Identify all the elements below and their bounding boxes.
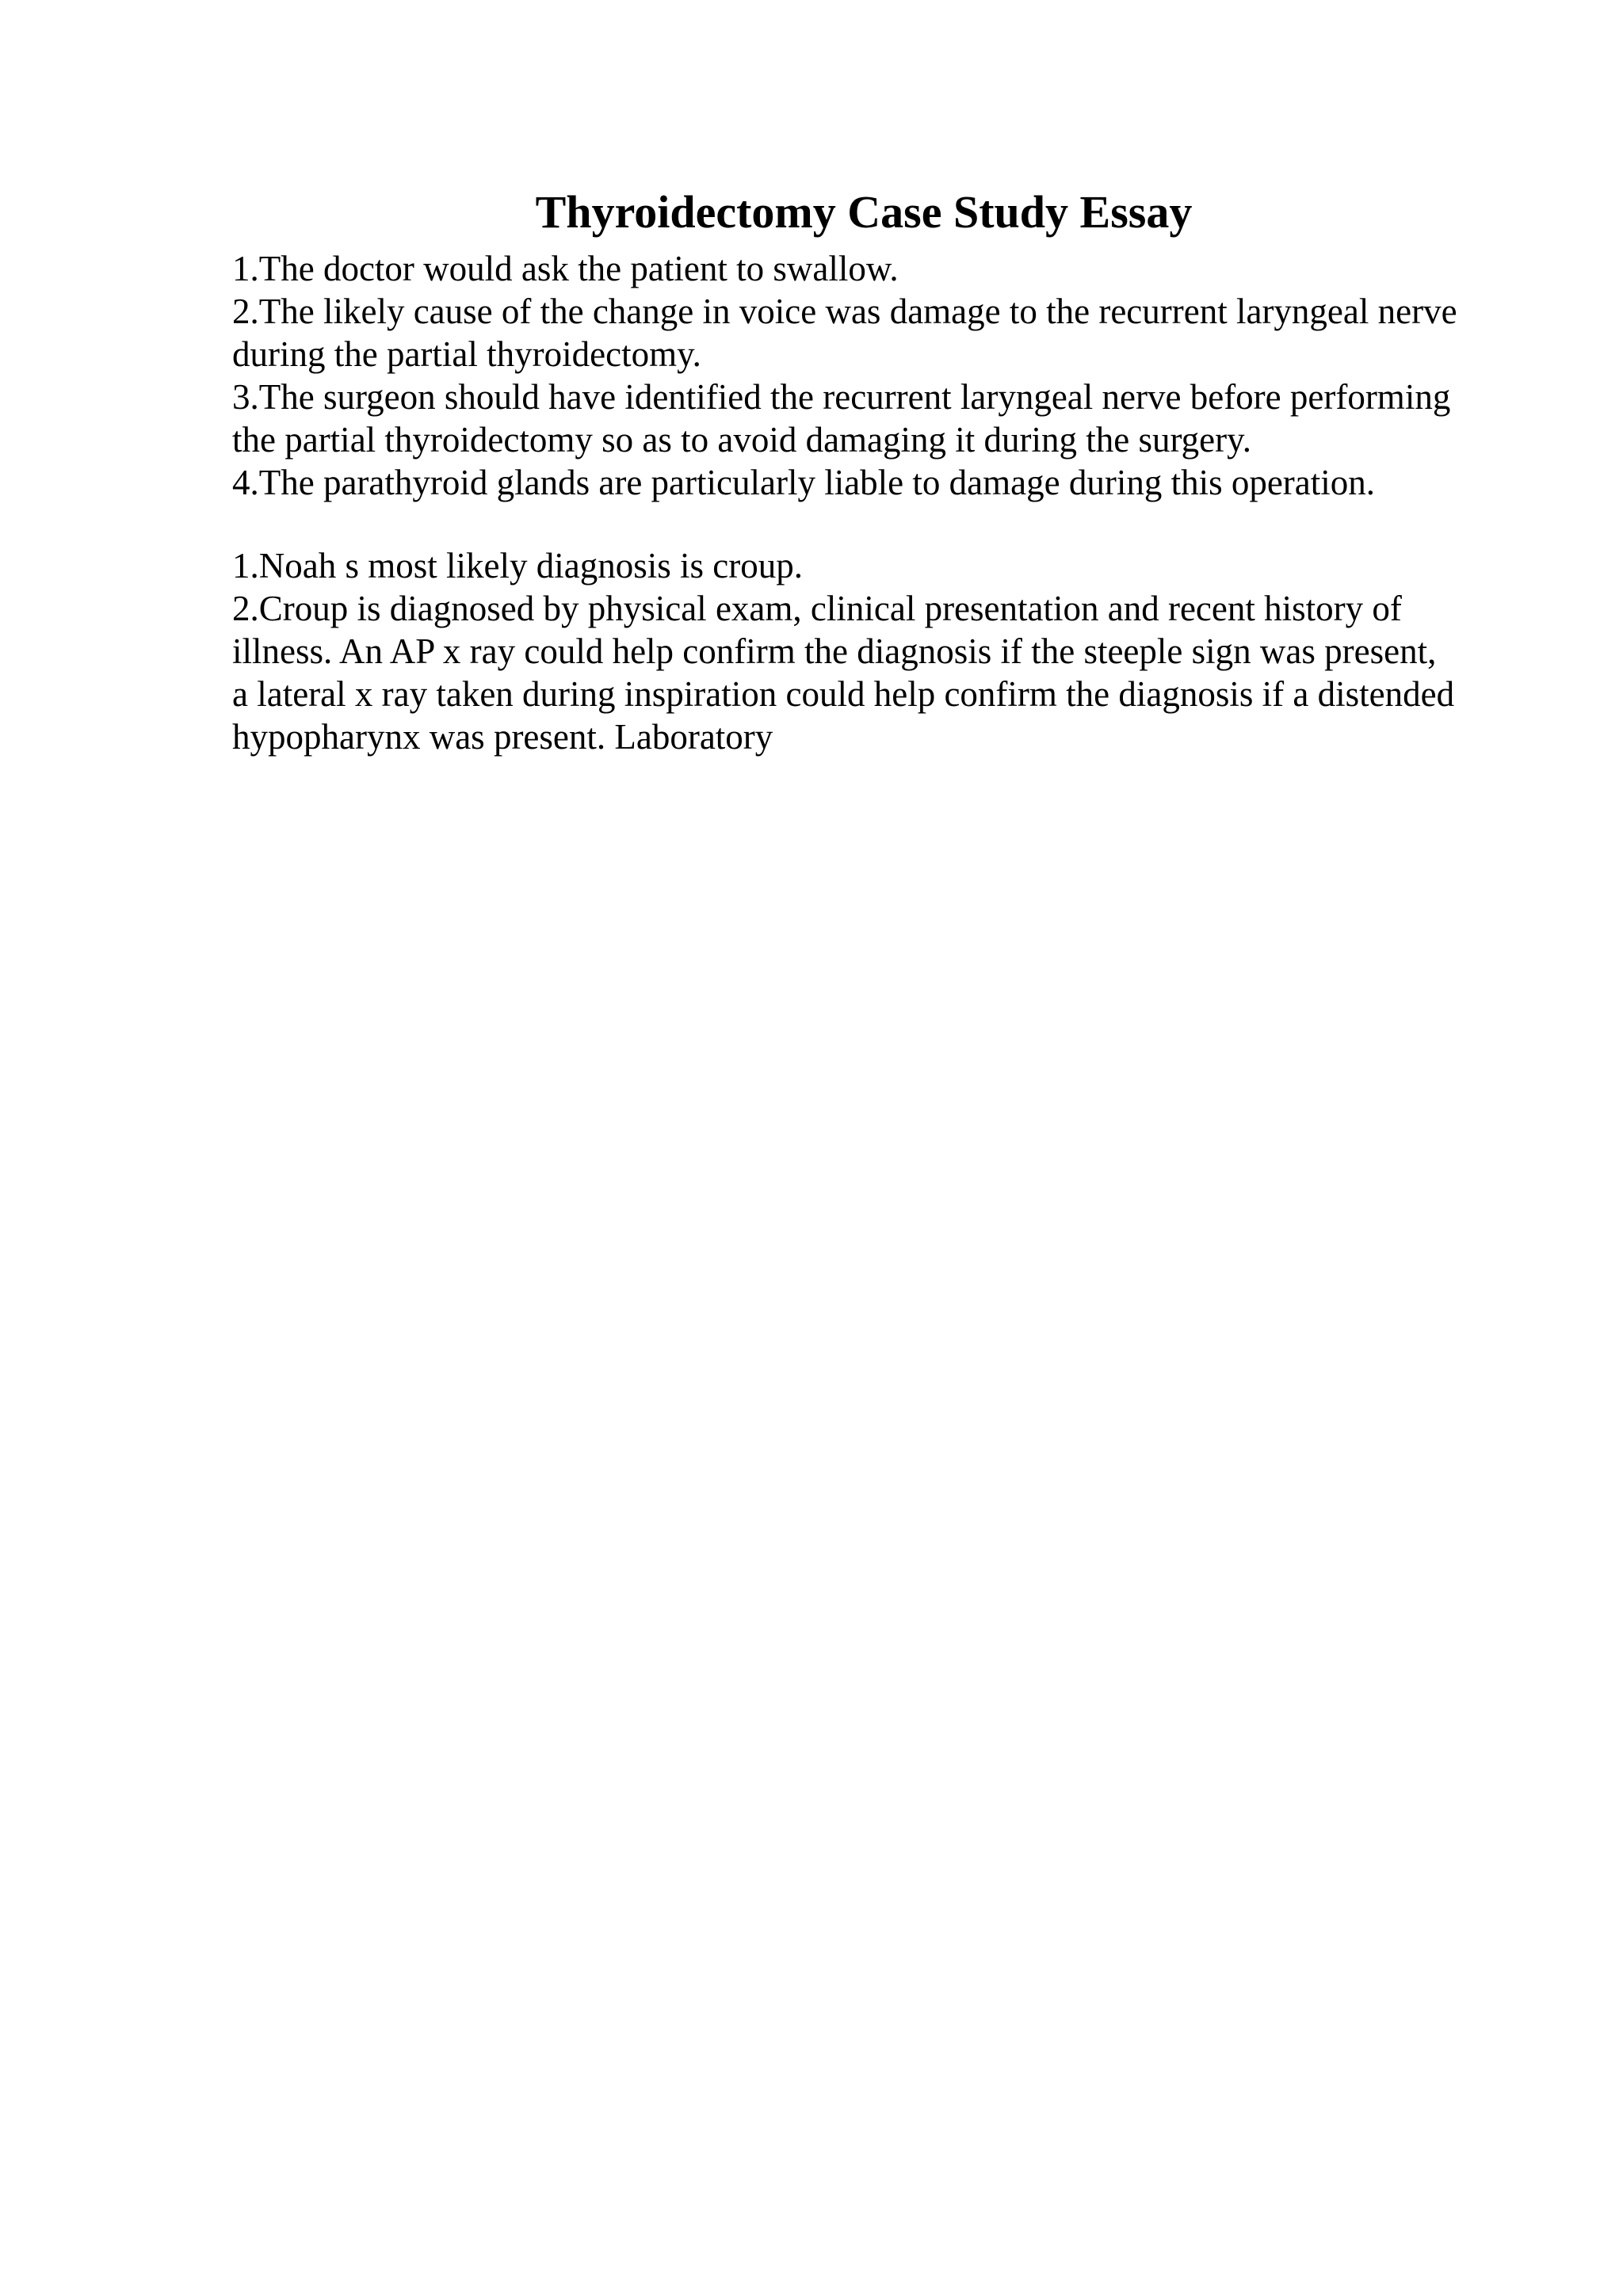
answers-section-thyroidectomy (232, 247, 1516, 504)
text-line: 1.The doctor would ask the patient to swallow. (232, 249, 899, 288)
text-line: illness. An AP x ray could help confirm the diagnosis if the steeple sign was present, (232, 631, 1437, 671)
text-line: hypopharynx was present. Laboratory (232, 717, 773, 757)
text-line: the partial thyroidectomy so as to avoid damaging it during the surgery. (232, 420, 1251, 460)
document-title: Thyroidectomy Case Study Essay (535, 185, 1193, 238)
text-line: 4.The parathyroid glands are particularly liable to damage during this operation. (232, 463, 1376, 502)
text-line: 2.The likely cause of the change in voice was damage to the recurrent laryngeal nerve (232, 292, 1457, 331)
answers-section-croup (232, 544, 1516, 758)
text-line: during the partial thyroidectomy. (232, 334, 701, 374)
text-line: a lateral x ray taken during inspiration could help confirm the diagnosis if a distended (232, 674, 1455, 714)
text-line: 1.Noah s most likely diagnosis is croup. (232, 546, 803, 585)
text-line: 2.Croup is diagnosed by physical exam, clinical presentation and recent history of (232, 589, 1402, 628)
text-line: 3.The surgeon should have identified the recurrent laryngeal nerve before performing (232, 377, 1451, 417)
